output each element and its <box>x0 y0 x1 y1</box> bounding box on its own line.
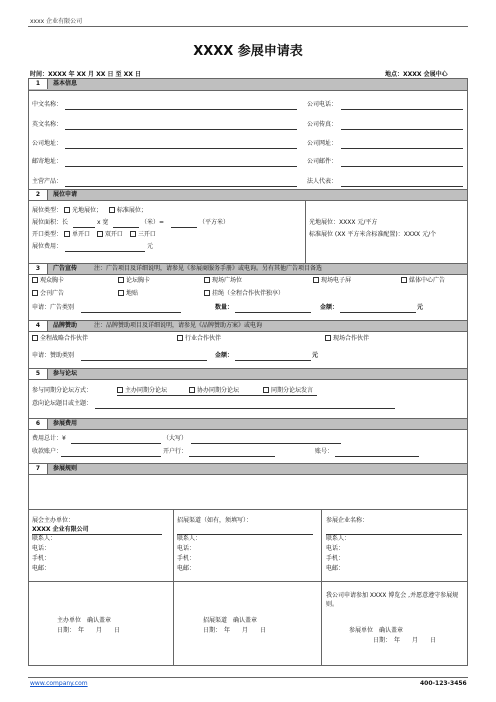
fee-total-label: 费用总计：¥ <box>32 435 66 442</box>
ad-option-label: 地贴 <box>126 290 139 297</box>
acct-no-field[interactable] <box>335 456 419 457</box>
standard-booth-checkbox[interactable] <box>109 207 115 213</box>
ad-checkbox[interactable] <box>118 277 124 283</box>
forum-way-label: 参与同期分论坛方式： <box>32 387 93 394</box>
section-number: 7 <box>29 464 48 474</box>
section-number: 4 <box>29 321 48 331</box>
sponsor-option-label: 行业合作伙伴 <box>185 335 222 342</box>
section-advertising <box>29 263 467 275</box>
channel-mobile: 手机： <box>177 555 196 562</box>
page-title: XXXX 参展申请表 <box>193 44 303 59</box>
ad-option-label: 挂绳（全程合作伙伴独享） <box>212 290 285 297</box>
sponsor-option <box>325 335 369 343</box>
sponsor-option-label: 全程战略合作伙伴 <box>40 335 89 342</box>
ad-checkbox[interactable] <box>204 277 210 283</box>
exhibitor-date: 日期： 年 月 日 <box>373 637 437 644</box>
raw-space-checkbox[interactable] <box>64 207 70 213</box>
ad-checkbox[interactable] <box>313 277 319 283</box>
channel-email: 电邮： <box>177 565 196 572</box>
account-label: 收款账户： <box>32 448 63 455</box>
booth-type-row <box>32 207 147 215</box>
bank-label: 开户行： <box>163 448 188 455</box>
section-fees <box>29 418 467 430</box>
organizer-seal: 主办单位 确认盖章 <box>57 617 112 624</box>
standard-booth-label: 标准展位； <box>116 207 147 214</box>
section-number: 1 <box>29 79 48 89</box>
organizer-email: 电邮： <box>32 565 51 572</box>
section-title: 基本信息 <box>53 80 78 87</box>
forum-underline <box>117 395 317 396</box>
forum-checkbox[interactable] <box>263 387 269 393</box>
en-name-field[interactable] <box>65 129 297 130</box>
single-open-checkbox[interactable] <box>64 231 70 237</box>
fee-total-field[interactable] <box>71 443 161 444</box>
legal-rep-label: 法人代表： <box>307 178 338 185</box>
website-label: 公司网址： <box>307 140 338 147</box>
acct-no-label: 账号： <box>315 448 334 455</box>
ad-checkbox[interactable] <box>204 290 210 296</box>
sponsor-amount-unit: 元 <box>312 352 319 359</box>
channel-date: 日期： 年 月 日 <box>203 627 267 634</box>
rules-divider <box>29 509 467 510</box>
booth-fee-label: 展位费用： <box>32 243 63 250</box>
fee-upper-field[interactable] <box>191 443 341 444</box>
forum-topic-field[interactable] <box>95 408 395 409</box>
ad-qty-label: 数量： <box>215 304 234 311</box>
raw-space-price: 光地展位：XXXX 元/平方 <box>309 219 378 226</box>
application-form <box>28 78 468 666</box>
organizer-tel: 电话： <box>32 545 51 552</box>
exhibition-time: 时间：XXXX 年 XX 月 XX 日 至 XX 日 <box>30 71 141 78</box>
sponsor-checkbox[interactable] <box>177 335 183 341</box>
booth-meters-label: （米）= <box>141 219 165 226</box>
organizer-name: XXXX 企业有限公司 <box>32 526 89 533</box>
sponsor-amount-label: 金额： <box>215 352 234 359</box>
ad-option-label: 现场广场位 <box>212 277 243 284</box>
section-title: 展位申请 <box>53 191 78 198</box>
booth-width-field[interactable] <box>113 227 139 228</box>
account-field[interactable] <box>61 456 161 457</box>
organizer-contact: 联系人： <box>32 535 57 542</box>
ad-option-label: 现场电子屏 <box>321 277 352 284</box>
forum-checkbox[interactable] <box>189 387 195 393</box>
footer-website-link[interactable]: www.company.com <box>30 680 88 687</box>
forum-option <box>189 387 239 395</box>
forum-option-label: 主办同期分论坛 <box>125 387 168 394</box>
section-title: 参展规则 <box>53 465 78 472</box>
phone-label: 公司电话： <box>307 101 338 108</box>
fax-field[interactable] <box>341 129 463 130</box>
sign-col-divider <box>321 509 322 666</box>
booth-sqm-label: （平方米） <box>199 219 230 226</box>
channel-tel: 电话： <box>177 545 196 552</box>
ad-amount-label: 金额： <box>320 304 339 311</box>
booth-width-label: x 宽 <box>97 219 109 226</box>
header-divider <box>28 26 468 27</box>
ad-option <box>204 290 284 298</box>
ad-qty-field[interactable] <box>235 312 311 313</box>
postal-label: 邮寄地址： <box>32 158 63 165</box>
ad-option <box>32 290 64 298</box>
cn-name-label: 中文名称： <box>32 101 63 108</box>
organizer-date: 日期： 年 月 日 <box>57 627 121 634</box>
cn-name-field[interactable] <box>65 109 297 110</box>
single-open-label: 单开口 <box>71 231 90 238</box>
sponsor-checkbox[interactable] <box>325 335 331 341</box>
section-sponsorship <box>29 320 467 332</box>
sign-col-divider <box>173 509 174 666</box>
exhibition-place: 地点：XXXX 会展中心 <box>385 71 448 78</box>
ad-category-label: 申请：广告类别 <box>32 304 75 311</box>
double-open-label: 双开口 <box>104 231 123 238</box>
ad-checkbox[interactable] <box>118 290 124 296</box>
channel-contact: 联系人： <box>177 535 202 542</box>
postal-field[interactable] <box>65 166 297 167</box>
ad-option <box>118 290 138 298</box>
ad-amount-unit: 元 <box>417 304 424 311</box>
ad-option <box>313 277 351 285</box>
section-forum <box>29 368 467 380</box>
organizer-mobile: 手机： <box>32 555 51 562</box>
company-header: xxxx 企业有限公司 <box>30 18 83 25</box>
fax-label: 公司传真： <box>307 121 338 128</box>
section-booth <box>29 189 467 201</box>
website-field[interactable] <box>341 148 463 149</box>
exhibitor-tel: 电话： <box>326 545 345 552</box>
raw-space-label: 光地展位； <box>71 207 102 214</box>
ad-option-label: 会刊广告 <box>40 290 65 297</box>
double-open-checkbox[interactable] <box>97 231 103 237</box>
forum-option <box>263 387 313 395</box>
sign-row-divider <box>29 581 467 582</box>
ad-option <box>32 277 64 285</box>
section-number: 5 <box>29 369 48 379</box>
exhibitor-email: 电邮： <box>326 565 345 572</box>
booth-area-field[interactable] <box>171 227 197 228</box>
booth-divider <box>305 201 306 263</box>
booth-open-row <box>32 231 156 239</box>
forum-option-label: 协办同期分论坛 <box>197 387 240 394</box>
section-rules <box>29 463 467 475</box>
booth-type-label: 展位类型： <box>32 207 63 214</box>
email-field[interactable] <box>341 166 463 167</box>
sponsorship-note: 注：品牌赞助项目及详细说明，请参见《品牌赞助方案》或电询 <box>94 322 263 329</box>
forum-option <box>117 387 167 395</box>
ad-option <box>401 277 445 285</box>
ad-amount-field[interactable] <box>340 312 416 313</box>
triple-open-label: 三开口 <box>137 231 156 238</box>
standard-booth-price: 标准展位 (XX 平方米含标准配置)：XXXX 元/个 <box>309 231 437 238</box>
ad-option <box>118 277 150 285</box>
legal-rep-field[interactable] <box>341 186 463 187</box>
section-title: 广告宣传 <box>53 265 78 272</box>
section-basic-info <box>29 79 467 91</box>
fee-upper-label: （大写） <box>163 435 188 442</box>
section-title: 品牌赞助 <box>53 322 78 329</box>
forum-checkbox[interactable] <box>117 387 123 393</box>
ad-option-label: 媒体中心广告 <box>409 277 446 284</box>
ad-checkbox[interactable] <box>401 277 407 283</box>
channel-seal: 招展渠道 确认盖章 <box>203 617 258 624</box>
footer-phone: 400-123-3456 <box>420 680 467 687</box>
sponsor-checkbox[interactable] <box>32 335 38 341</box>
exhibitor-mobile: 手机： <box>326 555 345 562</box>
section-number: 2 <box>29 190 48 200</box>
booth-fee-field[interactable] <box>65 251 145 252</box>
email-label: 公司邮件： <box>307 158 338 165</box>
sponsor-category-label: 申请：赞助类别 <box>32 352 75 359</box>
product-label: 主营产品： <box>32 178 63 185</box>
footer-divider <box>28 677 468 678</box>
organizer-title: 展会主办单位： <box>32 517 75 524</box>
ad-checkbox[interactable] <box>32 290 38 296</box>
triple-open-checkbox[interactable] <box>130 231 136 237</box>
ad-category-field[interactable] <box>81 312 181 313</box>
exhibitor-contact: 联系人： <box>326 535 351 542</box>
forum-option-label: 同期分论坛发言 <box>271 387 314 394</box>
section-number: 3 <box>29 264 48 274</box>
en-name-label: 英文名称： <box>32 121 63 128</box>
sponsor-option <box>177 335 221 343</box>
sponsor-option-label: 现场合作伙伴 <box>333 335 370 342</box>
exhibitor-declaration: 我公司申请参加 XXXX 博览会 ,并愿意遵守参展规则。 <box>326 592 459 608</box>
sponsor-option <box>32 335 88 343</box>
channel-title: 招展渠道（如有，须填写）： <box>177 517 253 524</box>
ad-checkbox[interactable] <box>32 277 38 283</box>
bank-field[interactable] <box>189 456 275 457</box>
phone-field[interactable] <box>341 109 463 110</box>
ad-option <box>204 277 242 285</box>
advertising-note: 注：广告项目及详细说明，请参见《参展商服务手册》或电询。另有其他广告项目备选 <box>94 265 323 272</box>
address-label: 公司地址： <box>32 140 63 147</box>
ad-option-label: 论坛胸卡 <box>126 277 151 284</box>
sponsor-amount-field[interactable] <box>235 360 311 361</box>
section-title: 参与论坛 <box>53 370 78 377</box>
booth-fee-unit: 元 <box>147 243 154 250</box>
ad-option-label: 观众胸卡 <box>40 277 65 284</box>
exhibitor-title: 参展企业名称： <box>326 517 369 524</box>
exhibitor-seal: 参展单位 确认盖章 <box>349 627 404 634</box>
section-title: 参展费用 <box>53 420 78 427</box>
open-type-label: 开口类型： <box>32 231 63 238</box>
booth-length-field[interactable] <box>73 227 95 228</box>
sponsor-category-field[interactable] <box>81 360 207 361</box>
section-number: 6 <box>29 419 48 429</box>
product-field[interactable] <box>65 186 297 187</box>
forum-topic-label: 意向论坛题目或主题： <box>32 400 93 407</box>
booth-area-label: 展位面积：长 <box>32 219 69 226</box>
address-field[interactable] <box>65 148 297 149</box>
